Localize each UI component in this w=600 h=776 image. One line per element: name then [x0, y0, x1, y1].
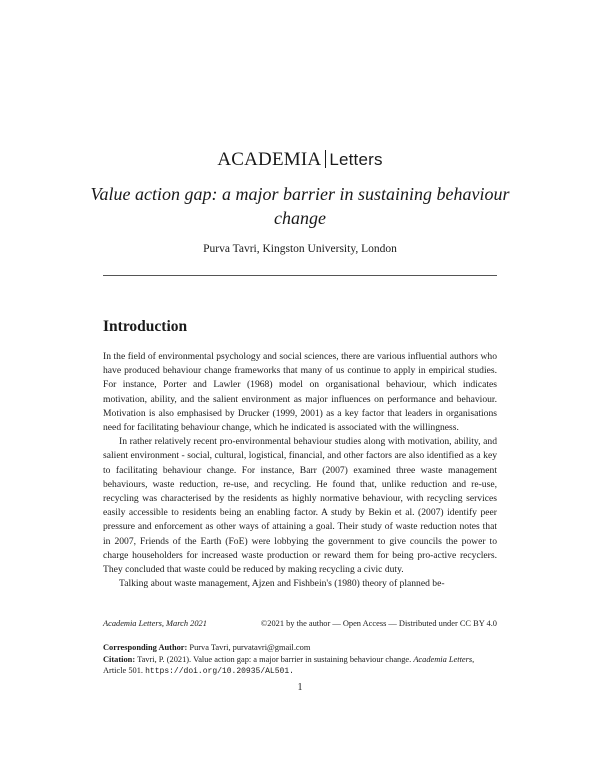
paragraph-3: Talking about waste management, Ajzen and Fishbein's (1980) theory of planned be-	[119, 578, 445, 590]
corresponding-author	[103, 642, 497, 654]
author-line: Purva Tavri, Kingston University, London	[203, 243, 397, 255]
paragraph-1: In the field of environmental psychology and social sciences, there are various influential authors who have produced behaviour change frameworks that many of us continue to apply in empirical studies. For instance, Porter and Lawler (1968) model on organisational behaviour, which indicates motivation, ability, and the salient environment as major influences on performance and behaviour. Motivation is also emphasised by Drucker (1999, 2001) as a key factor that leaders in organisations need for facilitating behaviour change, which he indicated is associated with the willingness.	[103, 351, 497, 434]
academia-letters-logo	[0, 149, 600, 171]
article-body	[103, 350, 497, 591]
corresponding-value: Purva Tavri, purvatavri@gmail.com	[189, 643, 311, 652]
article-title: Value action gap: a major barrier in sustaining behaviour change	[90, 184, 510, 228]
citation-label: Citation:	[103, 654, 136, 664]
footer-license: ©2021 by the author — Open Access — Distributed under CC BY 4.0	[260, 619, 497, 628]
citation	[103, 654, 497, 678]
footer-meta	[103, 619, 497, 628]
footer-citation-block	[103, 642, 497, 678]
citation-doi-link[interactable]: https://doi.org/10.20935/AL501.	[145, 667, 294, 676]
citation-journal: Academia Letters	[413, 654, 473, 664]
brand-main: ACADEMIA	[217, 149, 322, 170]
title-divider	[103, 275, 497, 276]
brand-separator	[325, 150, 326, 168]
paragraph-2: In rather relatively recent pro-environmental behaviour studies along with motivation, ability, and salient environment - social, cultural, logistical, financial, and other factors are also identified as a key to facilitating behaviour change. For instance, Barr (2007) examined three waste management behaviours, waste reduction, re-use, and recycling. He found that, unlike reduction and re-use, recycling was characterised by the residents as highly normative behaviour, with recycling services easily accessible to residents being an enabling factor. A study by Bekin et al. (2007) identify peer pressure and enforcement as other ways of attaining a goal. Their study of waste reduction notes that in 2007, Friends of the Earth (FoE) were lobbying the government to give councils the power to charge householders for increased waste production or reward them for being pro-active recyclers. They concluded that waste could be reduced by making recycling a civic duty.	[103, 436, 497, 576]
citation-article: , Article 501.	[103, 654, 475, 675]
footer-journal: Academia Letters, March 2021	[103, 619, 207, 628]
page-number: 1	[297, 682, 303, 693]
brand-sub: Letters	[329, 150, 383, 169]
citation-text: Tavri, P. (2021). Value action gap: a major barrier in sustaining behaviour change.	[137, 654, 412, 664]
corresponding-label: Corresponding Author:	[103, 643, 188, 652]
section-heading: Introduction	[103, 318, 188, 335]
